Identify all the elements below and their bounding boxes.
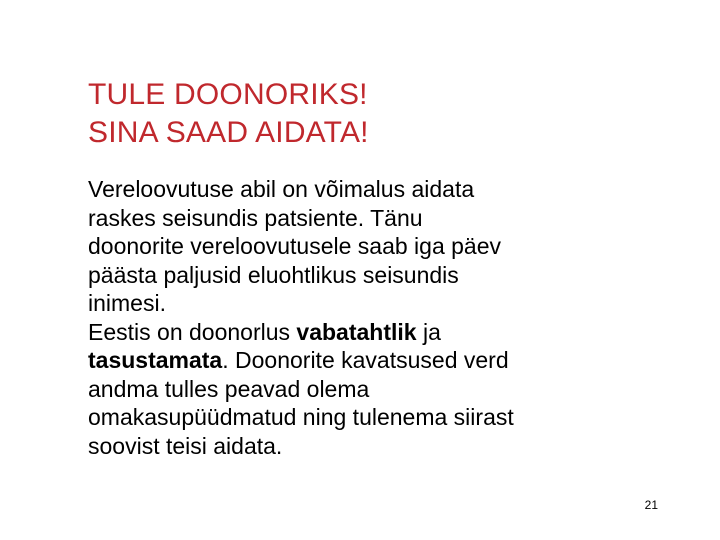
- paragraph-line: inimesi.: [88, 290, 166, 316]
- paragraph-line: raskes seisundis patsiente. Tänu: [88, 204, 423, 231]
- paragraph-blood-donation: [88, 175, 648, 318]
- slide-title: [88, 76, 688, 152]
- bold-text-tasustamata: tasustamata: [88, 347, 223, 373]
- paragraph-line: doonorite vereloovutusele saab iga päev: [88, 233, 502, 259]
- paragraph-donorship: [88, 318, 648, 461]
- paragraph-line: [88, 346, 648, 375]
- text-segment: Eestis on doonorlus: [88, 318, 297, 345]
- paragraph-line: päästa paljusid eluohtlikus seisundis: [88, 261, 459, 288]
- title-line-1: TULE DOONORIKS!: [88, 78, 368, 111]
- paragraph-line: omakasupüüdmatud ning tulenema siirast: [88, 404, 514, 430]
- paragraph-line: [88, 318, 648, 347]
- text-segment: . Doonorite kavatsused verd: [222, 347, 509, 373]
- page-number: 21: [644, 498, 658, 512]
- text-segment: ja: [416, 318, 441, 345]
- title-line-2: SINA SAAD AIDATA!: [88, 116, 369, 149]
- paragraph-line: Vereloovutuse abil on võimalus aidata: [88, 176, 475, 202]
- paragraph-line: andma tulles peavad olema: [88, 375, 370, 402]
- slide-body: [88, 175, 648, 460]
- paragraph-line: soovist teisi aidata.: [88, 432, 283, 459]
- bold-text-vabatahtlik: vabatahtlik: [296, 318, 417, 345]
